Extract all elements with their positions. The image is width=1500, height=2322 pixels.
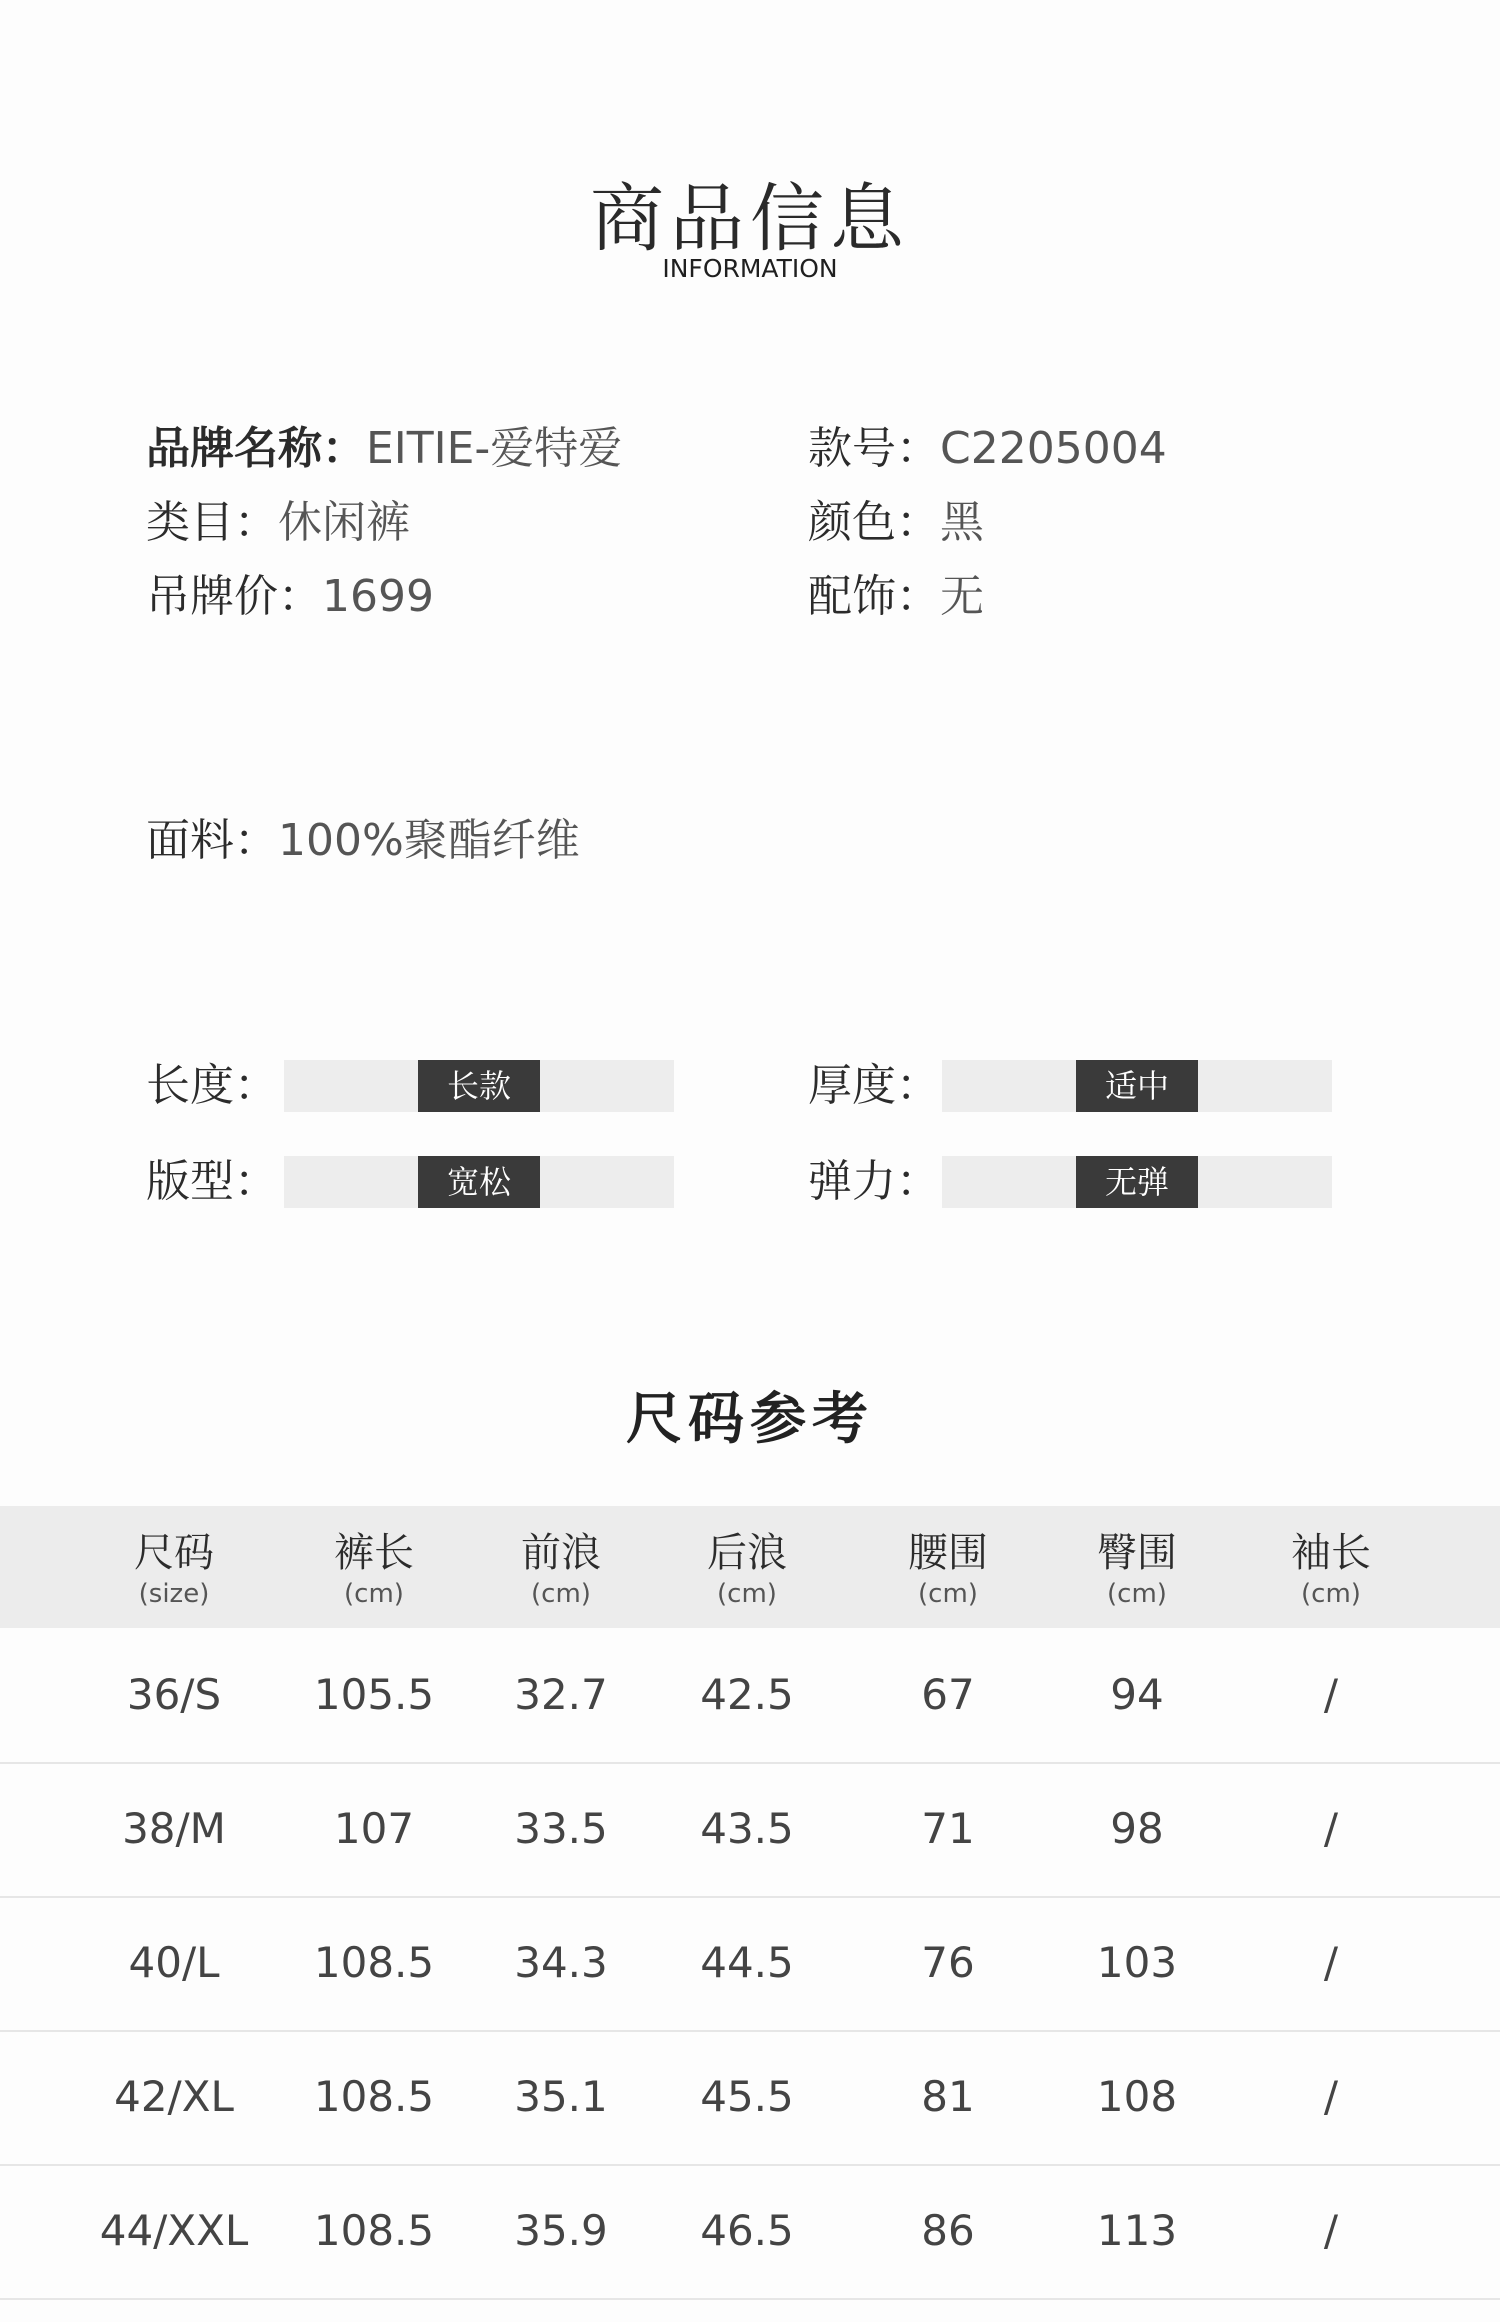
info-accessory: [808, 568, 984, 626]
info-brand-value: EITIE-爱特爱: [366, 423, 623, 474]
cell-hip: 108: [1096, 2072, 1178, 2121]
cell-sleeve: /: [1323, 1938, 1339, 1987]
header-label: 袖长: [1291, 1530, 1371, 1576]
info-accessory-value: 无: [940, 571, 984, 622]
cell-pants-length: 108.5: [313, 2072, 435, 2121]
info-tag-price: [146, 568, 434, 626]
info-fabric: [146, 812, 580, 870]
info-color: [808, 494, 984, 552]
cell-sleeve: /: [1323, 1670, 1339, 1719]
table-row: [0, 1628, 1500, 1764]
cell-hip: 113: [1096, 2206, 1178, 2255]
header-unit: (cm): [531, 1579, 591, 1609]
cell-sleeve: /: [1323, 2072, 1339, 2121]
cell-pants-length: 107: [333, 1804, 415, 1853]
info-tag-price-value: 1699: [322, 571, 434, 622]
info-style-no: [808, 420, 1167, 478]
page-title: 商品信息: [590, 176, 910, 262]
header-unit: (cm): [918, 1579, 978, 1609]
header-label: 前浪: [521, 1530, 601, 1576]
header-cell-front-rise: [461, 1528, 661, 1610]
cell-waist: 81: [921, 2072, 975, 2121]
cell-sleeve: /: [1323, 1804, 1339, 1853]
cell-front-rise: 35.9: [514, 2206, 608, 2255]
cell-back-rise: 43.5: [700, 1804, 794, 1853]
header-cell-pants-length: [274, 1528, 474, 1610]
attr-elasticity-label: 弹力：: [808, 1156, 940, 1207]
cell-back-rise: 44.5: [700, 1938, 794, 1987]
cell-sleeve: /: [1323, 2206, 1339, 2255]
cell-pants-length: 108.5: [313, 1938, 435, 1987]
cell-waist: 76: [921, 1938, 975, 1987]
header-cell-size: [74, 1528, 274, 1610]
cell-hip: 103: [1096, 1938, 1178, 1987]
table-row: [0, 2030, 1500, 2166]
header-label: 后浪: [707, 1530, 787, 1576]
cell-waist: 86: [921, 2206, 975, 2255]
cell-front-rise: 35.1: [514, 2072, 608, 2121]
header-unit: (cm): [1107, 1579, 1167, 1609]
header-cell-back-rise: [647, 1528, 847, 1610]
size-section-title: 尺码参考: [626, 1387, 874, 1452]
cell-front-rise: 33.5: [514, 1804, 608, 1853]
cell-hip: 94: [1110, 1670, 1164, 1719]
header-label: 臀围: [1097, 1530, 1177, 1576]
header-unit: (cm): [1301, 1579, 1361, 1609]
attr-length-chip: 长款: [418, 1060, 540, 1112]
page-subtitle: INFORMATION: [662, 254, 838, 283]
size-table-header: [0, 1506, 1500, 1628]
cell-back-rise: 46.5: [700, 2206, 794, 2255]
cell-size: 40/L: [128, 1938, 220, 1987]
cell-waist: 71: [921, 1804, 975, 1853]
header-label: 尺码: [134, 1530, 214, 1576]
info-brand: [146, 420, 622, 478]
header-label: 裤长: [334, 1530, 414, 1576]
header-unit: (cm): [717, 1579, 777, 1609]
header-unit: (size): [138, 1579, 210, 1609]
info-style-no-label: 款号：: [808, 423, 940, 474]
info-tag-price-label: 吊牌价：: [146, 571, 322, 622]
attr-fit-label: 版型：: [146, 1156, 278, 1207]
cell-pants-length: 108.5: [313, 2206, 435, 2255]
info-style-no-value: C2205004: [940, 423, 1167, 474]
cell-front-rise: 34.3: [514, 1938, 608, 1987]
header-unit: (cm): [344, 1579, 404, 1609]
cell-size: 44/XXL: [99, 2206, 249, 2255]
attr-thickness-chip: 适中: [1076, 1060, 1198, 1112]
info-accessory-label: 配饰：: [808, 571, 940, 622]
attr-fit-chip: 宽松: [418, 1156, 540, 1208]
cell-size: 36/S: [126, 1670, 222, 1719]
info-color-value: 黑: [940, 497, 984, 548]
header-label: 腰围: [908, 1530, 988, 1576]
info-fabric-value: 100%聚酯纤维: [278, 815, 580, 866]
header-cell-waist: [848, 1528, 1048, 1610]
cell-back-rise: 45.5: [700, 2072, 794, 2121]
cell-hip: 98: [1110, 1804, 1164, 1853]
table-row: [0, 1762, 1500, 1898]
info-category: [146, 494, 410, 552]
attr-length-label: 长度：: [146, 1060, 278, 1111]
cell-back-rise: 42.5: [700, 1670, 794, 1719]
info-category-label: 类目：: [146, 497, 278, 548]
table-row: [0, 2164, 1500, 2300]
cell-size: 42/XL: [114, 2072, 234, 2121]
info-brand-label: 品牌名称：: [146, 423, 366, 474]
cell-waist: 67: [921, 1670, 975, 1719]
attr-thickness-label: 厚度：: [808, 1060, 940, 1111]
table-row: [0, 1896, 1500, 2032]
attr-elasticity-chip: 无弹: [1076, 1156, 1198, 1208]
info-category-value: 休闲裤: [278, 497, 410, 548]
cell-front-rise: 32.7: [514, 1670, 608, 1719]
info-fabric-label: 面料：: [146, 815, 278, 866]
cell-pants-length: 105.5: [313, 1670, 435, 1719]
info-color-label: 颜色：: [808, 497, 940, 548]
cell-size: 38/M: [122, 1804, 226, 1853]
header-cell-hip: [1037, 1528, 1237, 1610]
header-cell-sleeve: [1231, 1528, 1431, 1610]
